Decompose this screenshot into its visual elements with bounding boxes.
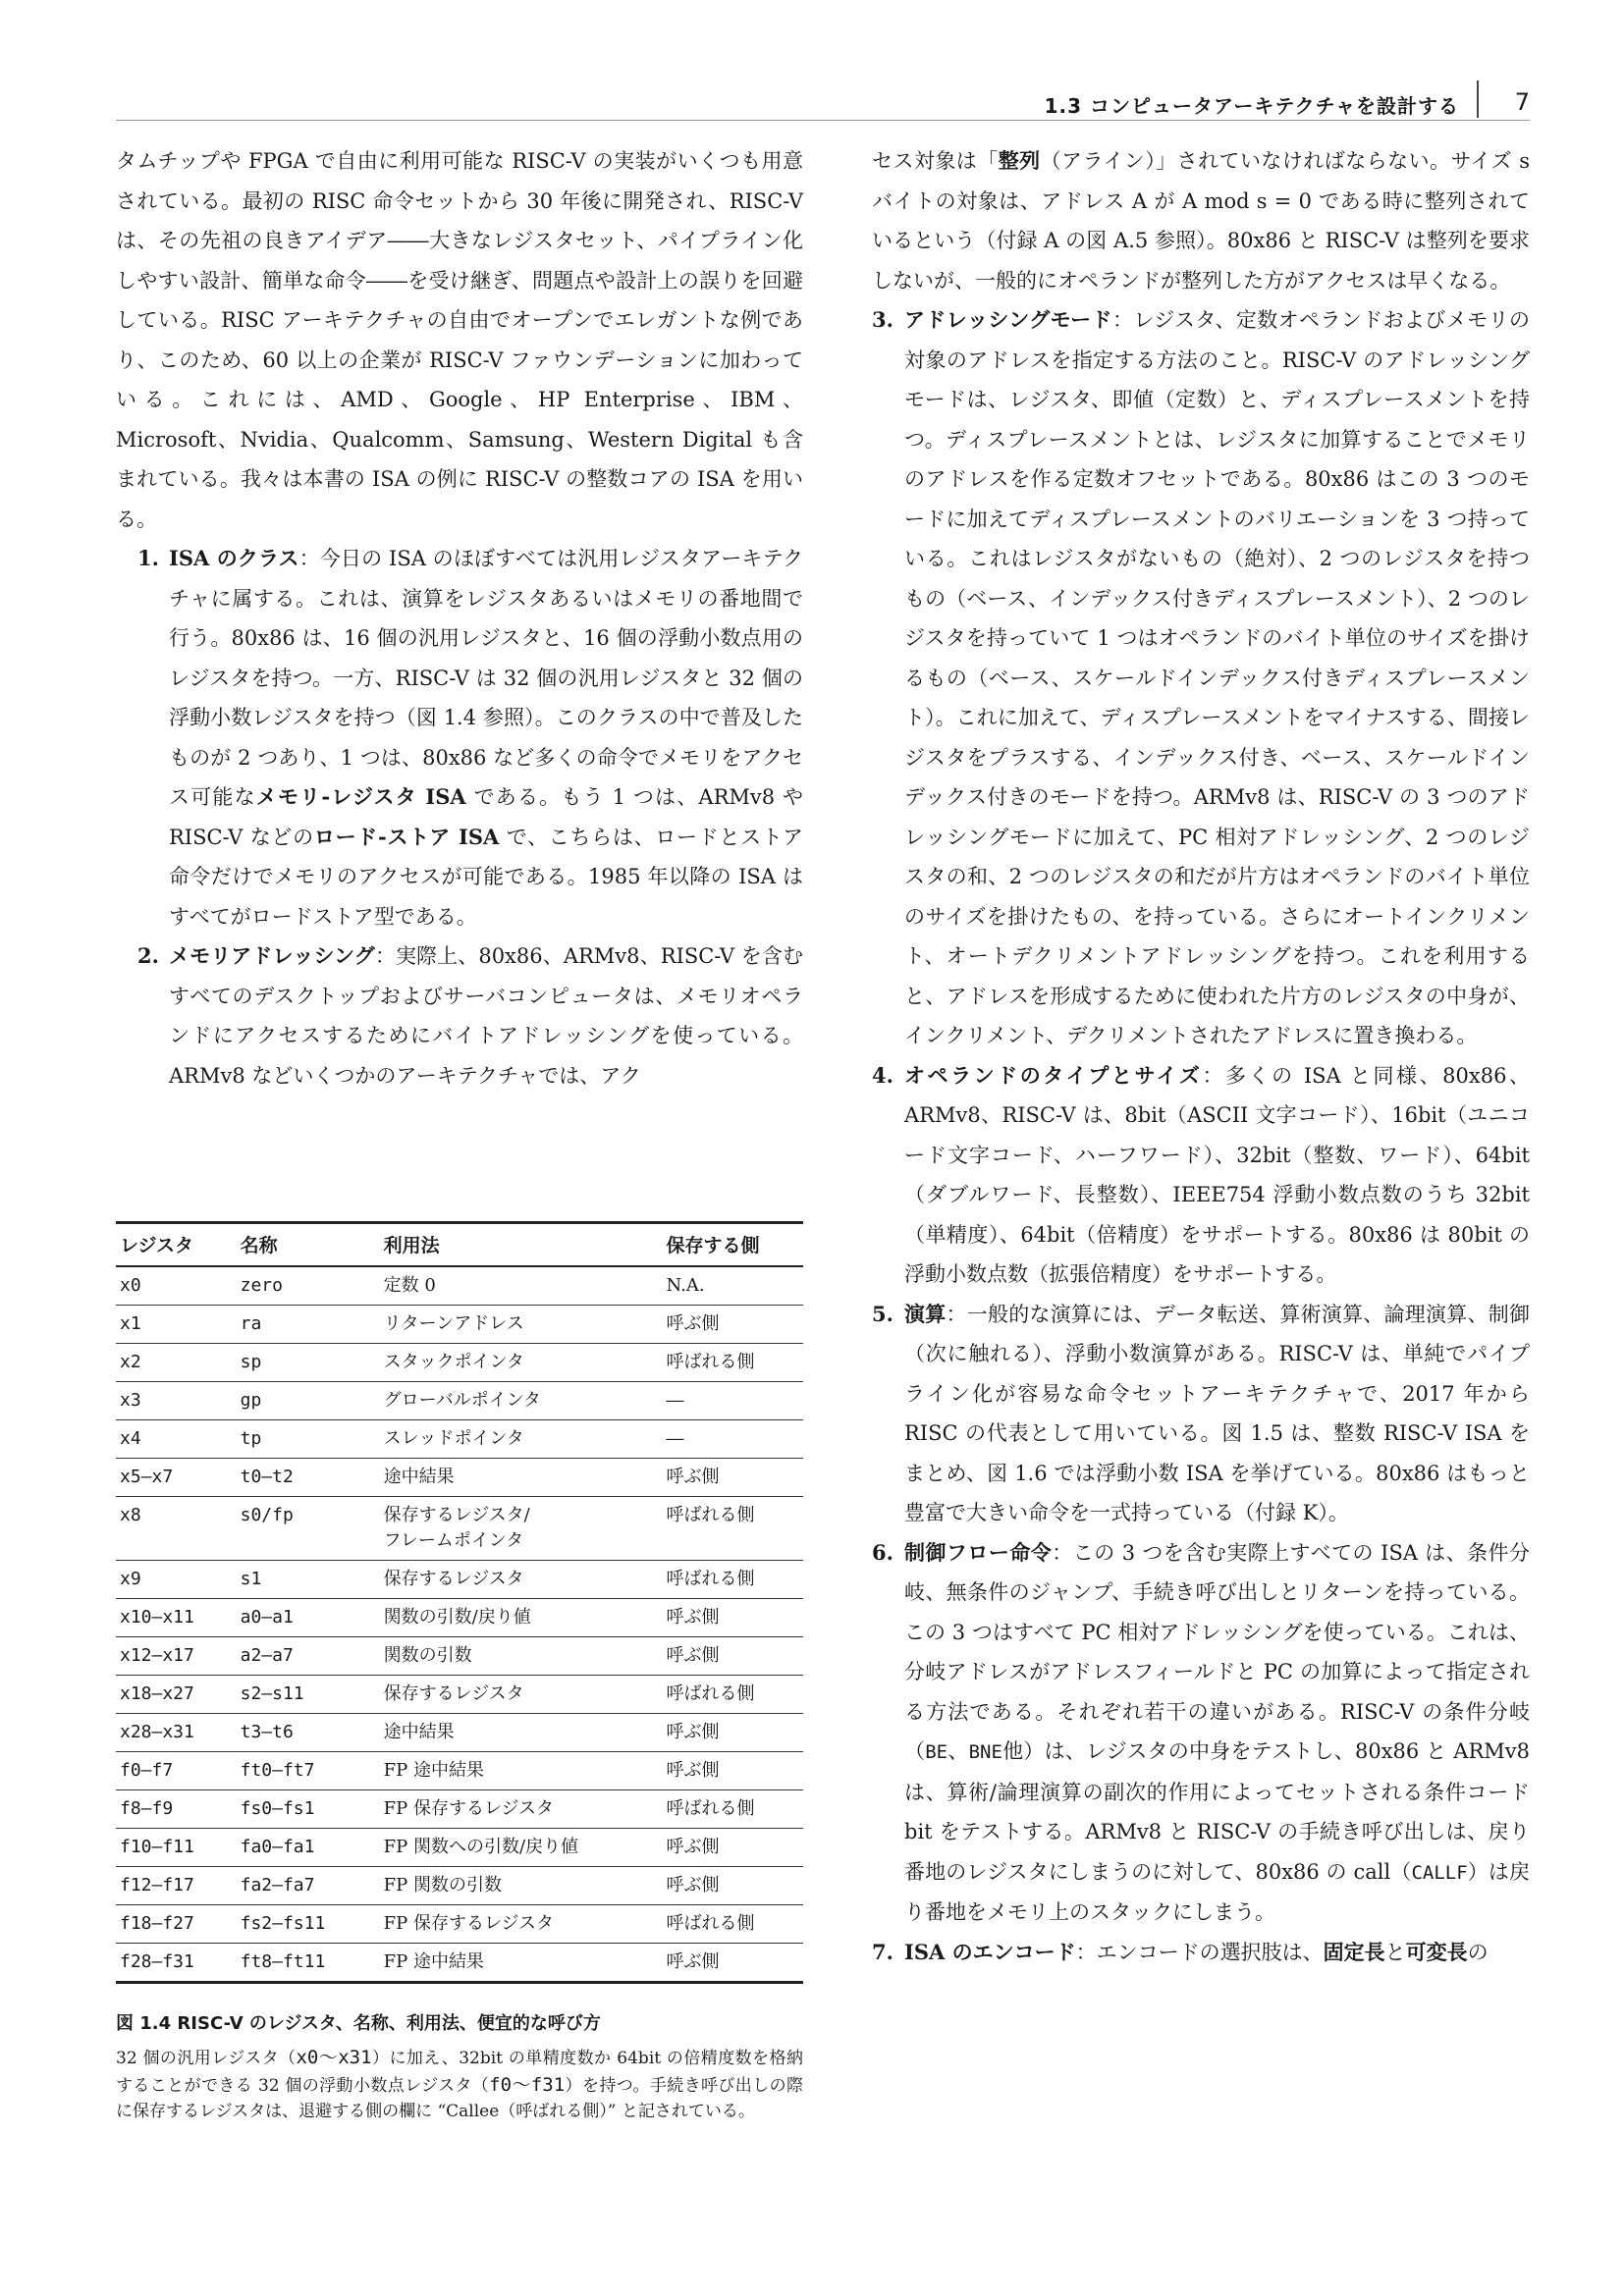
abi-name-cell: t0–t2 — [237, 1459, 380, 1497]
item-heading: メモリアドレッシング — [169, 943, 375, 968]
register-cell: f18–f27 — [116, 1905, 237, 1944]
saver-cell: 呼ぶ側 — [663, 1637, 803, 1676]
saver-cell: 呼ばれる側 — [663, 1497, 803, 1561]
list-item-control-flow — [872, 1533, 1530, 1933]
abi-name-cell: ft8–ft11 — [237, 1944, 380, 1983]
register-cell: x10–x11 — [116, 1599, 237, 1637]
column-header-saver: 保存する側 — [663, 1223, 803, 1267]
code-callf: CALLF — [1411, 1861, 1468, 1884]
table-row — [116, 1420, 803, 1459]
register-cell: x12–x17 — [116, 1637, 237, 1676]
register-cell: x3 — [116, 1382, 237, 1420]
register-cell: f8–f9 — [116, 1790, 237, 1829]
item-number: 1. — [137, 546, 159, 570]
item-heading: アドレッシングモード — [904, 307, 1112, 332]
saver-cell: ― — [663, 1382, 803, 1420]
term-load-store-isa: ロード-ストア ISA — [313, 824, 500, 849]
running-head — [116, 86, 1530, 120]
table-row — [116, 1382, 803, 1420]
register-cell: x5–x7 — [116, 1459, 237, 1497]
table-row — [116, 1752, 803, 1790]
item-text: ：今日の ISA のほぼすべては汎用レジスタアーキテクチャに属する。これは、演算をレジスタあるいはメモリの番地間で行う。80x86 は、16 個の汎用レジスタと、16 個の浮動小数点用のレジスタを持つ。一方、RISC-V は 32 個の汎用レジスタと 32 個の浮動小数レジスタを持つ（図 1.4 参照）。このクラスの中で普及したものが 2 つあり、1 つは、80x86 など多くの命令でメモリをアクセス可能な — [169, 547, 803, 809]
abi-name-cell: s2–s11 — [237, 1676, 380, 1714]
register-cell: f12–f17 — [116, 1867, 237, 1905]
section-title: 1.3 コンピュータアーキテクチャを設計する — [1044, 94, 1459, 118]
abi-name-cell: tp — [237, 1420, 380, 1459]
term-variable-length: 可変長 — [1405, 1939, 1468, 1964]
list-item-isa-class — [116, 539, 803, 936]
usage-cell: グローバルポインタ — [380, 1382, 663, 1420]
saver-cell: 呼ぶ側 — [663, 1944, 803, 1983]
usage-cell: 保存するレジスタ/ フレームポインタ — [380, 1497, 663, 1561]
abi-name-cell: fa2–fa7 — [237, 1867, 380, 1905]
item-text: の — [1467, 1940, 1489, 1964]
table-row — [116, 1944, 803, 1983]
usage-cell: スタックポインタ — [380, 1344, 663, 1382]
item-text: 他）は、レジスタの中身をテストし、80x86 と ARMv8 は、算術/論理演算の副次的作用によってセットされる条件コード bit をテストする。ARMv8 と RISC-V の手続き呼び出しは、戻り番地のレジスタにしまうのに対して、80x86 の call（ — [904, 1739, 1530, 1884]
table-row — [116, 1459, 803, 1497]
list-item-operations — [872, 1295, 1530, 1533]
table-row — [116, 1714, 803, 1752]
usage-cell: 関数の引数 — [380, 1637, 663, 1676]
register-cell: f28–f31 — [116, 1944, 237, 1983]
saver-cell: 呼ぶ側 — [663, 1829, 803, 1867]
code-bne: BNE — [968, 1741, 1002, 1763]
register-cell: x8 — [116, 1497, 237, 1561]
table-row — [116, 1905, 803, 1944]
paragraph-text: セス対象は「 — [872, 149, 999, 173]
table-row — [116, 1829, 803, 1867]
saver-cell: 呼ばれる側 — [663, 1676, 803, 1714]
saver-cell: 呼ぶ側 — [663, 1752, 803, 1790]
table-row — [116, 1266, 803, 1306]
item-text: ：レジスタ、定数オペランドおよびメモリの対象のアドレスを指定する方法のこと。RISC-V のアドレッシングモードは、レジスタ、即値（定数）と、ディスプレースメントを持つ。ディスプレースメントとは、レジスタに加算することでメモリのアドレスを作る定数オフセットである。80x86 はこの 3 つのモードに加えてディスプレースメントのバリエーションを 3 つ持っている。これはレジスタがないもの（絶対）、2 つのレジスタを持つもの（ベース、インデックス付きディスプレースメント）、2 つのレジスタを持っていて 1 つはオペランドのバイト単位のサイズを掛けるもの（ベース、スケールドインデックス付きディスプレースメント）。これに加えて、ディスプレースメントをマイナスする、間接レジスタをプラスする、インデックス付き、ベース、スケールドインデックス付きのモードを持つ。ARMv8 は、RISC-V の 3 つのアドレッシングモードに加えて、PC 相対アドレッシング、2 つのレジスタの和、2 つのレジスタの和だが片方はオペランドのバイト単位のサイズを掛けたもの、を持っている。さらにオートインクリメント、オートデクリメントアドレッシングを持つ。これを利用すると、アドレスを形成するために使われた片方のレジスタの中身が、インクリメント、デクリメントされたアドレスに置き換わる。 — [904, 308, 1530, 1047]
item-number: 3. — [872, 307, 893, 332]
usage-cell: FP 関数の引数 — [380, 1867, 663, 1905]
item-text: ：多くの ISA と同様、80x86、ARMv8、RISC-V は、8bit（ASCII 文字コード）、16bit（ユニコード文字コード、ハーフワード）、32bit（整数、ワード）、64bit（ダブルワード、長整数）、IEEE754 浮動小数点数のうち 32bit（単精度）、64bit（倍精度）をサポートする。80x86 は 80bit の浮動小数点数（拡張倍精度）をサポートする。 — [904, 1063, 1530, 1286]
register-cell: x28–x31 — [116, 1714, 237, 1752]
usage-cell: FP 保存するレジスタ — [380, 1790, 663, 1829]
usage-cell: FP 関数への引数/戻り値 — [380, 1829, 663, 1867]
usage-cell: スレッドポインタ — [380, 1420, 663, 1459]
saver-cell: 呼ぶ側 — [663, 1459, 803, 1497]
usage-cell: 途中結果 — [380, 1459, 663, 1497]
term-memory-register-isa: メモリ-レジスタ ISA — [255, 784, 466, 809]
table-row — [116, 1561, 803, 1599]
paragraph-text: （アライン）」されていなければならない。サイズ s バイトの対象は、アドレス A が A mod s = 0 である時に整列されているという（付録 A の図 A.5 参照）。80x86 と RISC-V は整列を要求しないが、一般的にオペランドが整列した方がアクセスは早くなる。 — [872, 149, 1531, 293]
caption-text: 32 個の汎用レジスタ（ — [116, 2049, 297, 2068]
item-heading: 制御フロー命令 — [904, 1539, 1053, 1565]
left-column — [116, 141, 803, 1095]
table-row — [116, 1676, 803, 1714]
item-text: 、 — [947, 1739, 969, 1763]
usage-cell: 関数の引数/戻り値 — [380, 1599, 663, 1637]
table-row — [116, 1867, 803, 1905]
column-header-usage: 利用法 — [380, 1223, 663, 1267]
code-be: BE — [925, 1741, 948, 1763]
register-cell: x1 — [116, 1306, 237, 1344]
usage-cell: FP 途中結果 — [380, 1752, 663, 1790]
abi-name-cell: ra — [237, 1306, 380, 1344]
abi-name-cell: s1 — [237, 1561, 380, 1599]
right-column — [872, 141, 1530, 1972]
header-separator — [1477, 80, 1479, 118]
item-heading: オペランドのタイプとサイズ — [904, 1062, 1203, 1088]
item-number: 6. — [872, 1539, 893, 1565]
table-row — [116, 1306, 803, 1344]
list-item-operand-types — [872, 1056, 1530, 1295]
item-text: ）は戻り番地をメモリ上のスタックにしまう。 — [904, 1859, 1531, 1924]
abi-name-cell: fa0–fa1 — [237, 1829, 380, 1867]
table-header-row — [116, 1223, 803, 1267]
figure-caption — [116, 2009, 803, 2125]
column-header-name: 名称 — [237, 1223, 380, 1267]
item-number: 5. — [872, 1301, 893, 1326]
saver-cell: 呼ぶ側 — [663, 1867, 803, 1905]
list-item-addressing-modes — [872, 300, 1530, 1056]
register-cell: x18–x27 — [116, 1676, 237, 1714]
saver-cell: ― — [663, 1420, 803, 1459]
usage-cell: 保存するレジスタ — [380, 1676, 663, 1714]
usage-cell: 途中結果 — [380, 1714, 663, 1752]
item-number: 7. — [872, 1939, 893, 1964]
list-item-isa-encoding — [872, 1933, 1530, 1973]
abi-name-cell: fs0–fs1 — [237, 1790, 380, 1829]
usage-cell: FP 途中結果 — [380, 1944, 663, 1983]
abi-name-cell: ft0–ft7 — [237, 1752, 380, 1790]
table-row — [116, 1790, 803, 1829]
saver-cell: N.A. — [663, 1266, 803, 1306]
usage-cell: FP 保存するレジスタ — [380, 1905, 663, 1944]
caption-text: ）を持つ。手続き呼び出しの際に保存するレジスタは、退避する側の欄に “Callee（呼ばれる側）” と記されている。 — [116, 2075, 803, 2121]
page-number: 7 — [1514, 88, 1530, 116]
register-table-body — [116, 1266, 803, 1983]
caption-code: f0～f31 — [489, 2073, 566, 2096]
abi-name-cell: fs2–fs11 — [237, 1905, 380, 1944]
item-text: ：この 3 つを含む実際上すべての ISA は、条件分岐、無条件のジャンプ、手続き呼び出しとリターンを持っている。この 3 つはすべて PC 相対アドレッシングを使っている。これは、分岐アドレスがアドレスフィールドと PC の加算によって指定される方法である。それぞれ若干の違いがある。RISC-V の条件分岐（ — [904, 1540, 1530, 1763]
item-text: で、こちらは、ロードとストア命令だけでメモリのアクセスが可能である。1985 年以降の ISA はすべてがロードストア型である。 — [169, 825, 803, 929]
item-heading: ISA のクラス — [169, 546, 299, 570]
item-heading: 演算 — [904, 1301, 947, 1326]
item-text: ：エンコードの選択肢は、 — [1075, 1940, 1324, 1964]
saver-cell: 呼ばれる側 — [663, 1790, 803, 1829]
register-cell: x2 — [116, 1344, 237, 1382]
term-fixed-length: 固定長 — [1323, 1939, 1385, 1964]
figure-title: 図 1.4 RISC-V のレジスタ、名称、利用法、便宜的な呼び方 — [116, 2013, 601, 2034]
saver-cell: 呼ばれる側 — [663, 1905, 803, 1944]
list-item-memory-addressing — [116, 936, 803, 1095]
abi-name-cell: a2–a7 — [237, 1637, 380, 1676]
register-cell: f10–f11 — [116, 1829, 237, 1867]
register-cell: f0–f7 — [116, 1752, 237, 1790]
abi-name-cell: a0–a1 — [237, 1599, 380, 1637]
item-text: ：一般的な演算には、データ転送、算術演算、論理演算、制御（次に触れる）、浮動小数演算がある。RISC-V は、単純でパイプライン化が容易な命令セットアーキテクチャで、2017 年から RISC の代表として用いている。図 1.5 は、整数 RISC-V ISA をまとめ、図 1.6 では浮動小数 ISA を挙げている。80x86 はもっと豊富で大きい命令を一式持っている（付録 K）。 — [904, 1302, 1530, 1524]
header-rule — [116, 120, 1530, 121]
table-row — [116, 1497, 803, 1561]
figure-description — [116, 2045, 803, 2125]
abi-name-cell: s0/fp — [237, 1497, 380, 1561]
table-row — [116, 1344, 803, 1382]
register-table — [116, 1221, 803, 1984]
item-text: ：実際上、80x86、ARMv8、RISC-V を含むすべてのデスクトップおよびサーバコンピュータは、メモリオペランドにアクセスするためにバイトアドレッシングを使っている。ARMv8 などいくつかのアーキテクチャでは、アク — [169, 944, 803, 1088]
table-row — [116, 1637, 803, 1676]
intro-paragraph: タムチップや FPGA で自由に利用可能な RISC-V の実装がいくつも用意されている。最初の RISC 命令セットから 30 年後に開発され、RISC-V は、その先祖の良きアイデア――大きなレジスタセット、パイプライン化しやすい設計、簡単な命令――を受け継ぎ、問題点や設計上の誤りを回避している。RISC アーキテクチャの自由でオープンでエレガントな例であり、このため、60 以上の企業が RISC-V ファウンデーションに加わっている。これには、AMD、Google、HP Enterprise、IBM、Microsoft、Nvidia、Qualcomm、Samsung、Western Digital も含まれている。我々は本書の ISA の例に RISC-V の整数コアの ISA を用いる。 — [116, 149, 803, 531]
saver-cell: 呼ぶ側 — [663, 1306, 803, 1344]
abi-name-cell: t3–t6 — [237, 1714, 380, 1752]
column-header-register: レジスタ — [116, 1223, 237, 1267]
register-cell: x9 — [116, 1561, 237, 1599]
abi-name-cell: gp — [237, 1382, 380, 1420]
saver-cell: 呼ばれる側 — [663, 1561, 803, 1599]
abi-name-cell: sp — [237, 1344, 380, 1382]
saver-cell: 呼ばれる側 — [663, 1344, 803, 1382]
item-text: である。もう 1 つは、ARMv8 や RISC-V などの — [169, 785, 804, 849]
caption-code: x0～x31 — [296, 2047, 372, 2068]
table-row — [116, 1599, 803, 1637]
item-number: 2. — [137, 943, 159, 968]
continued-paragraph — [872, 141, 1530, 300]
register-cell: x4 — [116, 1420, 237, 1459]
usage-cell: 保存するレジスタ — [380, 1561, 663, 1599]
caption-text: ）に加え、32bit の単精度数か 64bit の倍精度数を格納することができる 32 個の浮動小数点レジスタ（ — [116, 2049, 803, 2096]
usage-cell: リターンアドレス — [380, 1306, 663, 1344]
register-cell: x0 — [116, 1266, 237, 1306]
item-text: と — [1384, 1940, 1406, 1964]
item-number: 4. — [872, 1062, 893, 1088]
abi-name-cell: zero — [237, 1266, 380, 1306]
saver-cell: 呼ぶ側 — [663, 1714, 803, 1752]
saver-cell: 呼ぶ側 — [663, 1599, 803, 1637]
term-alignment: 整列 — [998, 148, 1041, 173]
item-heading: ISA のエンコード — [904, 1939, 1076, 1964]
usage-cell: 定数 0 — [380, 1266, 663, 1306]
